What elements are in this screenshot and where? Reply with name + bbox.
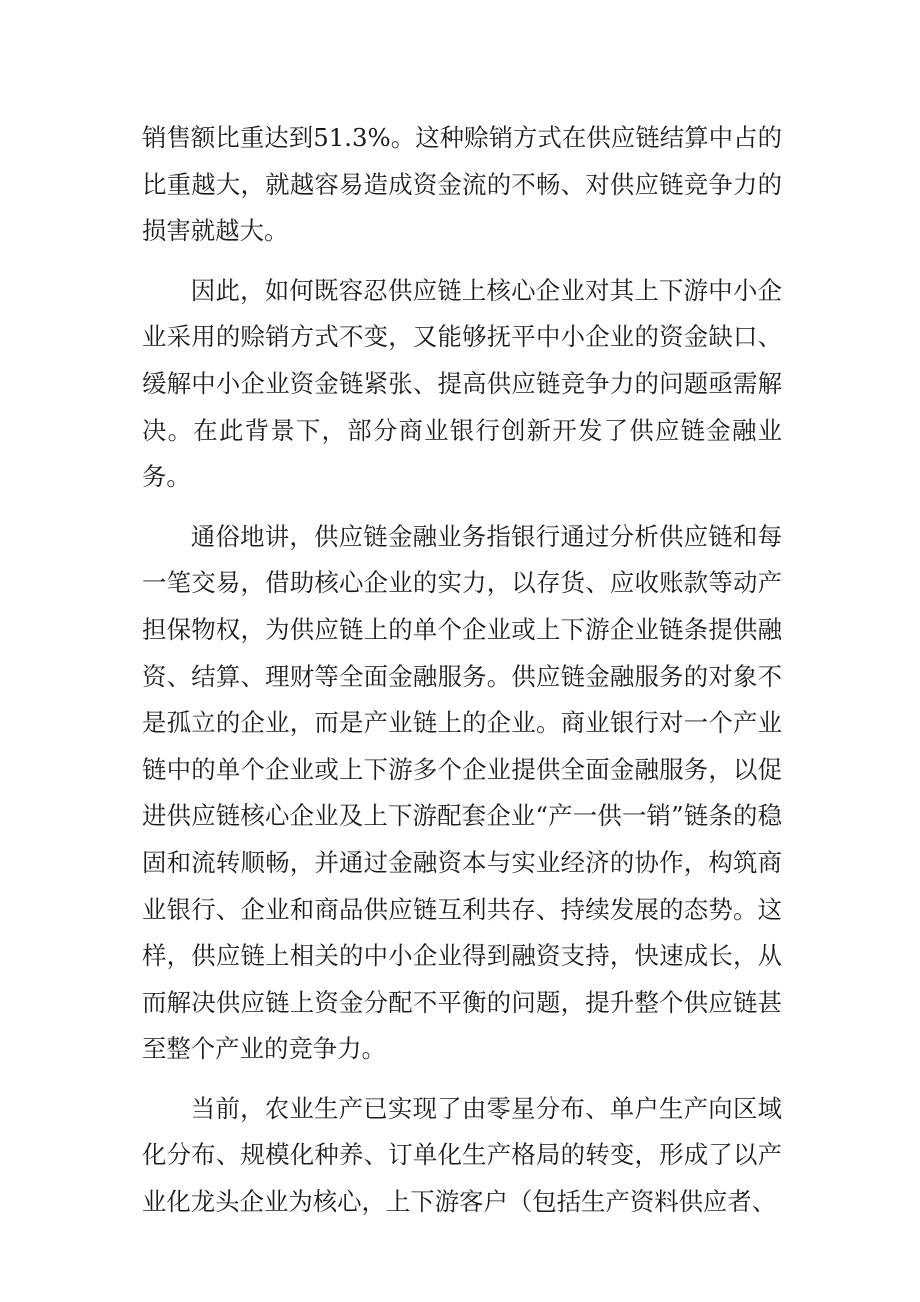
- paragraph-3: 通俗地讲，供应链金融业务指银行通过分析供应链和每一笔交易，借助核心企业的实力，以存货、应收账款等动产担保物权，为供应链上的单个企业或上下游企业链条提供融资、结算、理财等全面金融服务。供应链金融服务的对象不是孤立的企业，而是产业链上的企业。商业银行对一个产业链中的单个企业或上下游多个企业提供全面金融服务，以促进供应链核心企业及上下游配套企业“产一供一销”链条的稳固和流转顺畅，并通过金融资本与实业经济的协作，构筑商业银行、企业和商品供应链互利共存、持续发展的态势。这样，供应链上相关的中小企业得到融资支持，快速成长，从而解决供应链上资金分配不平衡的问题，提升整个供应链甚至整个产业的竞争力。: [142, 521, 782, 1064]
- paragraph-4: 当前，农业生产已实现了由零星分布、单户生产向区域化分布、规模化种养、订单化生产格局的转变，形成了以产业化龙头企业为核心，上下游客户（包括生产资料供应者、: [142, 1093, 782, 1217]
- paragraph-2: 因此，如何既容忍供应链上核心企业对其上下游中小企业采用的赊销方式不变，又能够抚平中小企业的资金缺口、缓解中小企业资金链紧张、提高供应链竞争力的问题亟需解决。在此背景下，部分商业银行创新开发了供应链金融业务。: [142, 275, 782, 492]
- paragraph-1: 销售额比重达到51.3%。这种赊销方式在供应链结算中占的比重越大，就越容易造成资金流的不畅、对供应链竞争力的损害就越大。: [142, 123, 782, 246]
